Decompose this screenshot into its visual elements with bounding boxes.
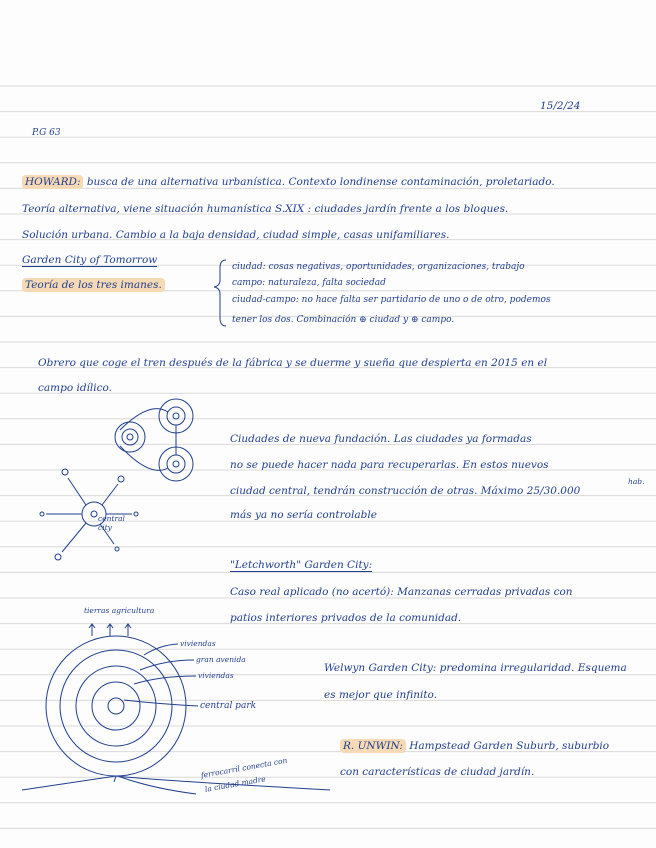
garden-city-title: Garden City of Tomorrow (22, 254, 158, 266)
fundacion-line-4: más ya no sería controlable (230, 509, 377, 521)
howard-line-3: Solución urbana. Cambio a la baja densidad, ciudad simple, casas unifamiliares. (22, 229, 450, 241)
unwin-label: R. UNWIN: (340, 739, 406, 753)
fundacion-line-2: no se puede hacer nada para recuperarlas. En estos nuevos (230, 459, 549, 471)
howard-label: HOWARD: (22, 175, 83, 189)
ferrocarril-label-2: la ciudad madre (204, 774, 267, 794)
caso-line-1: Caso real aplicado (no acertó): Manzanas cerradas privadas con (230, 586, 573, 598)
note-date: 15/2/24 (540, 100, 581, 112)
unwin-text-1: Hampstead Garden Suburb, suburbio (409, 740, 610, 752)
fundacion-line-1: Ciudades de nueva fundación. Las ciudades ya formadas (230, 433, 532, 445)
viviendas-label: viviendas (198, 671, 234, 680)
central-city-label: central city (98, 514, 125, 532)
bracket-line-3: ciudad-campo: no hace falta ser partidario de uno o de otro, podemos (232, 295, 551, 305)
page-reference: P.G 63 (32, 128, 61, 138)
bracket-line-4: tener los dos. Combinación ⊕ ciudad y ⊕ campo. (232, 315, 455, 325)
caso-line-2: patios interiores privados de la comunidad. (230, 612, 462, 624)
unwin-line-2: con características de ciudad jardín. (340, 766, 535, 778)
welwyn-line-1: Welwyn Garden City: predomina irregularidad. Esquema (324, 662, 627, 674)
howard-line-2: Teoría alternativa, viene situación humanística S.XIX : ciudades jardín frente a los bloques. (22, 203, 509, 215)
gran-avenida-label: gran avenida (196, 655, 246, 664)
fundacion-line-3: ciudad central, tendrán construcción de otras. Máximo 25/30.000 (230, 485, 581, 497)
bracket-line-2: campo: naturaleza, falta sociedad (232, 278, 386, 288)
viviendas-top-label: viviendas (180, 639, 216, 648)
ferrocarril-label-1: ferrocarril conecta con (200, 755, 288, 780)
tierras-label: tierras agricultura (84, 606, 155, 615)
letchworth-title: "Letchworth" Garden City: (230, 559, 373, 571)
obrero-line-1: Obrero que coge el tren después de la fábrica y se duerme y sueña que despierta en 2015 en el (38, 357, 548, 369)
welwyn-line-2: es mejor que infinito. (324, 689, 438, 701)
tres-imanes-label: Teoría de los tres imanes. (22, 278, 165, 292)
central-park-label: central park (200, 701, 257, 711)
hab-label: hab. (628, 477, 645, 486)
howard-line-1: busca de una alternativa urbanística. Contexto londinense contaminación, proletariado. (86, 176, 555, 188)
bracket-line-1: ciudad: cosas negativas, oportunidades, organizaciones, trabajo (232, 262, 525, 272)
obrero-line-2: campo idílico. (38, 382, 112, 394)
